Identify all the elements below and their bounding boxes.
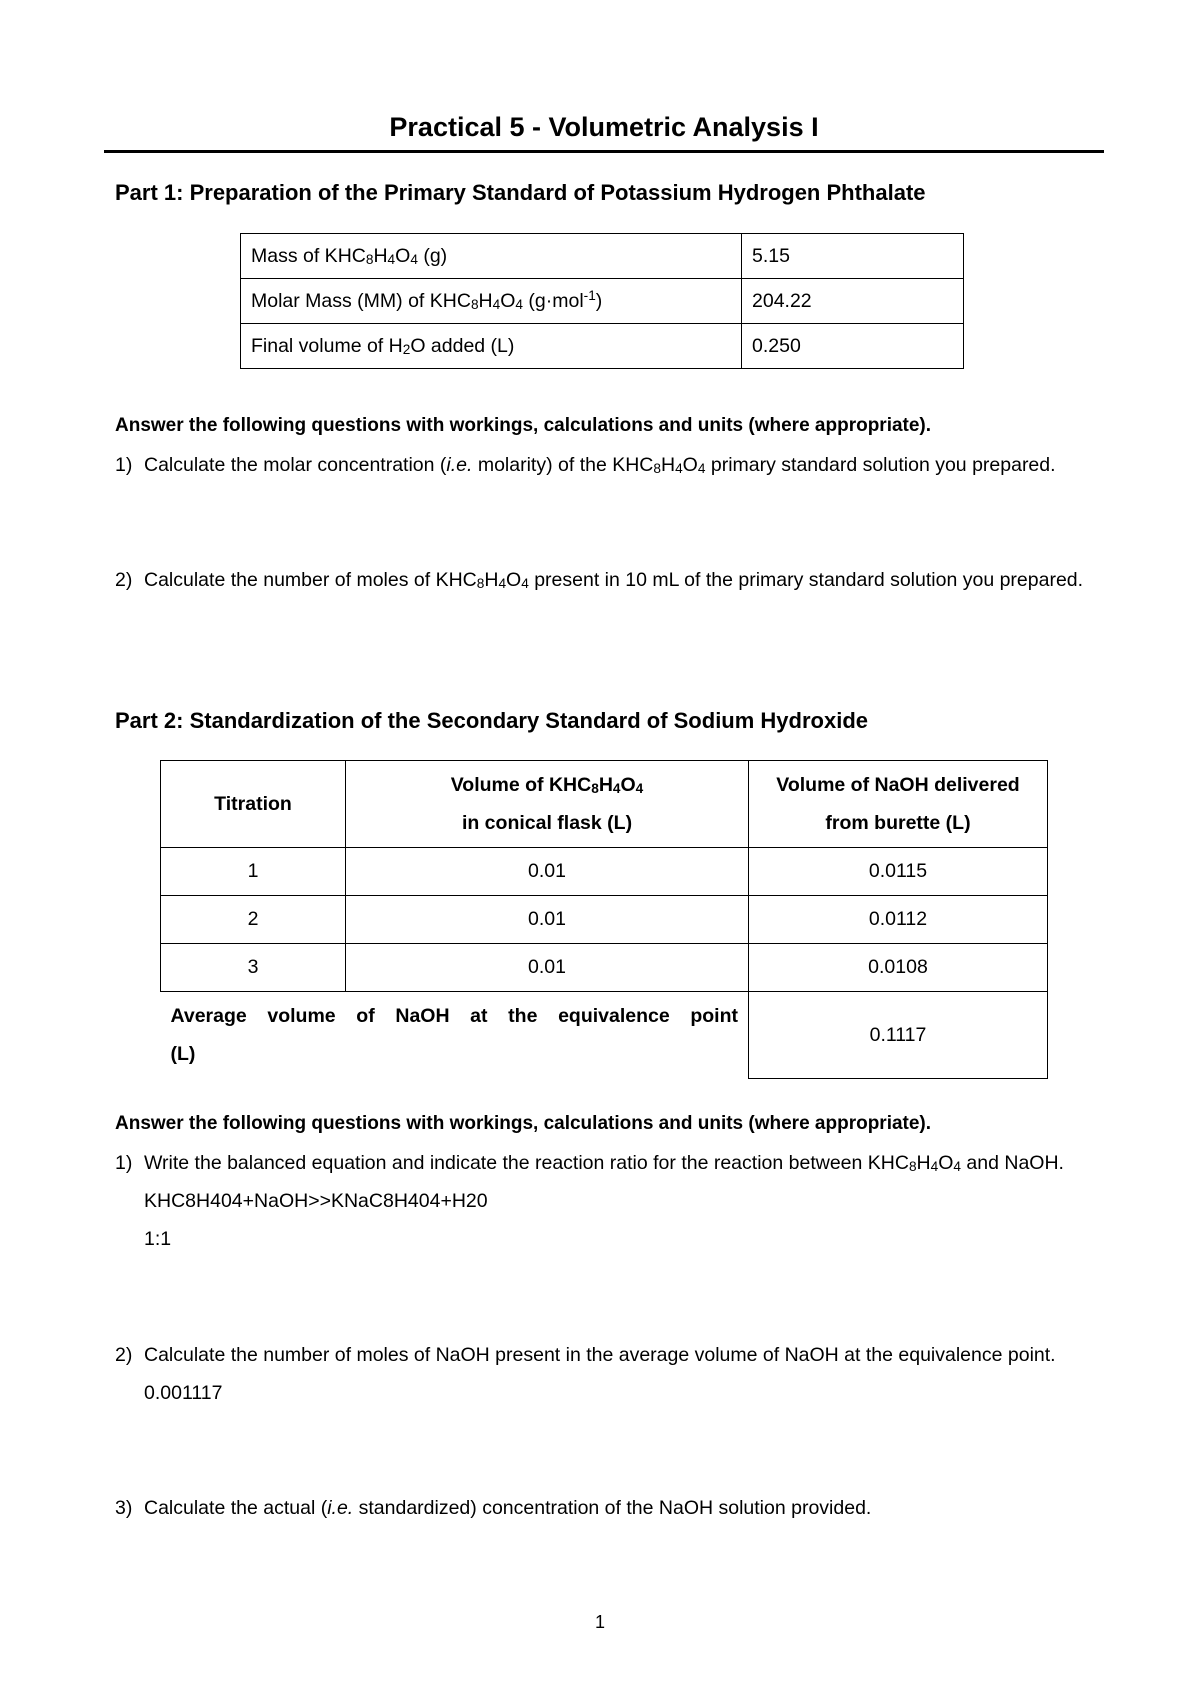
- table-header-row: [161, 761, 1048, 848]
- khp-volume: 0.01: [346, 944, 749, 992]
- part2-question-3: 3) Calculate the actual (i.e. standardized) concentration of the NaOH solution provided.: [115, 1497, 872, 1519]
- molar-mass-value: 204.22: [742, 279, 964, 324]
- page-number: 1: [594, 1612, 605, 1632]
- table-row: [241, 234, 964, 279]
- mass-label: Mass of $KHC_8H_4O_4$ (g): [241, 234, 742, 279]
- titration-number: 1: [161, 848, 346, 896]
- naoh-volume: 0.0115: [749, 848, 1048, 896]
- part2-heading: Part 2: Standardization of the Secondary Standard of Sodium Hydroxide: [115, 708, 868, 733]
- header-titration: Titration: [161, 761, 346, 848]
- table-row: [161, 896, 1048, 944]
- table-row: [241, 279, 964, 324]
- part1-instruction: Answer the following questions with workings, calculations and units (where appropriate).: [115, 415, 932, 436]
- titration-number: 2: [161, 896, 346, 944]
- part1-question-2: 2) Calculate the number of moles of $KHC_8H_4O_4$ present in 10 mL of the primary standard solution you prepared.: [115, 569, 1084, 592]
- naoh-volume: 0.0112: [749, 896, 1048, 944]
- naoh-volume: 0.0108: [749, 944, 1048, 992]
- answer-equation: KHC8H404+NaOH>>KNaC8H404+H20: [144, 1190, 488, 1212]
- khp-volume: 0.01: [346, 848, 749, 896]
- answer-ratio: 1:1: [144, 1228, 172, 1250]
- average-label: Average volume of NaOH at the equivalence point (L): [170, 1005, 738, 1066]
- table-row: [161, 848, 1048, 896]
- mass-value: 5.15: [742, 234, 964, 279]
- page-title: Practical 5 - Volumetric Analysis I: [389, 112, 819, 142]
- average-value: 0.1117: [749, 992, 1048, 1079]
- table-row: [241, 324, 964, 369]
- part2-instruction: Answer the following questions with workings, calculations and units (where appropriate).: [115, 1113, 932, 1134]
- final-volume-value: 0.250: [742, 324, 964, 369]
- final-volume-label: Final volume of $H_2O$ added (L): [241, 324, 742, 369]
- header-volume-naoh: Volume of NaOH delivered from burette (L): [749, 761, 1048, 848]
- part1-table: [240, 233, 964, 369]
- title-rule: [104, 150, 1104, 153]
- table-row: [161, 944, 1048, 992]
- part2-table: [160, 760, 1048, 1079]
- answer-moles: 0.001117: [144, 1382, 223, 1404]
- average-row: [161, 992, 1048, 1079]
- part1-heading: Part 1: Preparation of the Primary Standard of Potassium Hydrogen Phthalate: [115, 180, 926, 205]
- part2-question-2: 2) Calculate the number of moles of NaOH present in the average volume of NaOH at the equivalence point. 0.001117: [115, 1336, 1093, 1412]
- part1-question-1: 1) Calculate the molar concentration (i.e. molarity) of the $KHC_8H_4O_4$ primary standard solution you prepared.: [115, 454, 1056, 477]
- header-volume-khp: Volume of $KHC_8H_4O_4$ in conical flask (L): [346, 761, 749, 848]
- molar-mass-label: Molar Mass (MM) of $KHC_8H_4O_4$ (g·mol$^{-1}$): [241, 279, 742, 324]
- titration-number: 3: [161, 944, 346, 992]
- khp-volume: 0.01: [346, 896, 749, 944]
- part2-question-1: 1) Write the balanced equation and indicate the reaction ratio for the reaction between $KHC_8H_4O_4$ and NaOH. KHC8H404+NaOH>>KNaC8H404+H20 1:1: [115, 1144, 1093, 1258]
